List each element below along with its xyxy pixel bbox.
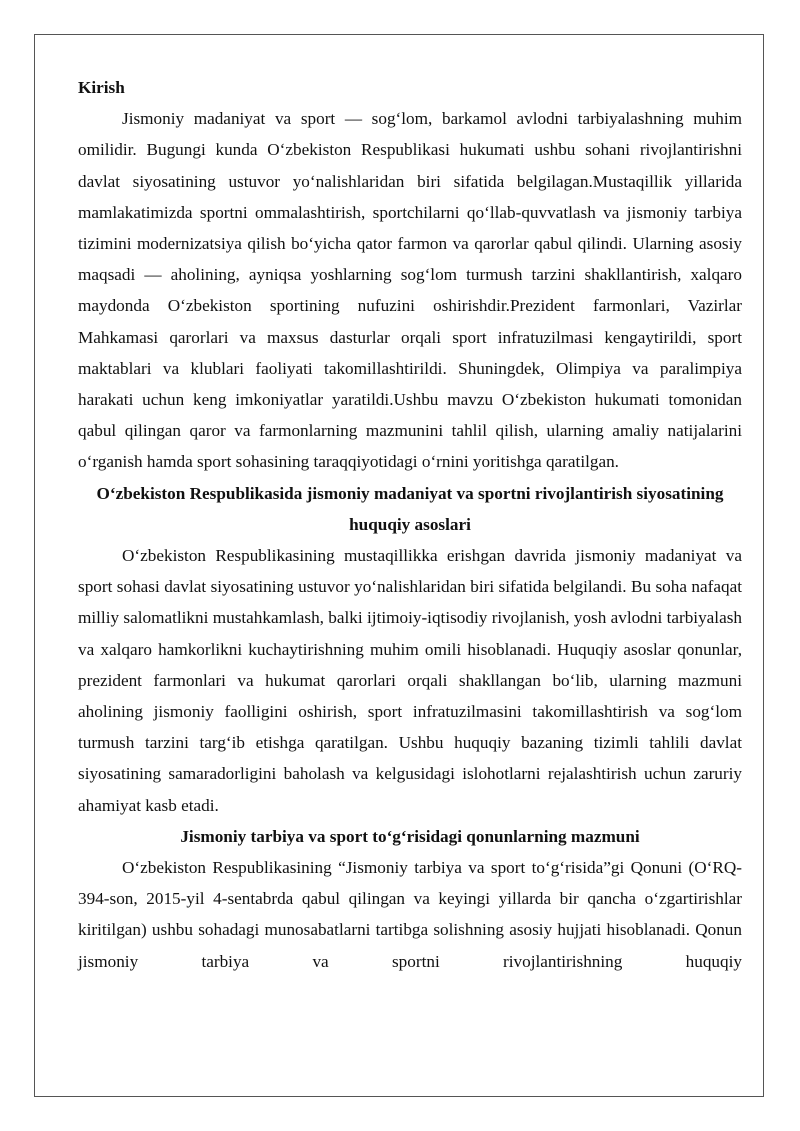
intro-heading: Kirish (78, 78, 125, 97)
intro-paragraph: Jismoniy madaniyat va sport — sog‘lom, barkamol avlodni tarbiyalashning muhim omilidir. Bugungi kunda O‘zbekiston Respublikasi hukumati ushbu sohani rivojlantirishni davlat siyosatining ustuvor yo‘nalishlaridan biri sifatida belgilagan.Mustaqillik yillarida mamlakatimizda sportni ommalashtirish, sportchilarni qo‘llab-quvvatlash va jismoniy tarbiya tizimini modernizatsiya qilish bo‘yicha qator farmon va qarorlar qabul qilindi. Ularning asosiy maqsadi — aholining, ayniqsa yoshlarning sog‘lom turmush tarzini shakllantirish, xalqaro maydonda O‘zbekiston sportining nufuzini oshirishdir.Prezident farmonlari, Vazirlar Mahkamasi qarorlari va maxsus dasturlar orqali sport infratuzilmasi kengaytirildi, sport maktablari va klublari faoliyati takomillashtirildi. Shuningdek, Olimpiya va paralimpiya harakati uchun keng imkoniyatlar yaratildi.Ushbu mavzu O‘zbekiston hukumati tomonidan qabul qilingan qaror va farmonlarning mazmunini tahlil qilish, ularning amaliy natijalarini o‘rganish hamda sport sohasining taraqqiyotidagi o‘rnini yoritishga qaratilgan. (78, 109, 742, 472)
section1-heading: O‘zbekiston Respublikasida jismoniy madaniyat va sportni rivojlantirish siyosatining huquqiy asoslari (96, 483, 724, 534)
document-body (78, 72, 742, 977)
section2-paragraph: O‘zbekiston Respublikasining “Jismoniy tarbiya va sport to‘g‘risida”gi Qonuni (O‘RQ-394-son, 2015-yil 4-sentabrda qabul qilingan va keyingi yillarda bir qancha o‘zgartirishlar kiritilgan) ushbu sohadagi munosabatlarni tartibga solishning asosiy hujjati hisoblanadi. Qonun jismoniy tarbiya va sportni rivojlantirishning huquqiy (78, 858, 742, 971)
section1-paragraph: O‘zbekiston Respublikasining mustaqillikka erishgan davrida jismoniy madaniyat va sport sohasi davlat siyosatining ustuvor yo‘nalishlaridan biri sifatida belgilandi. Bu soha nafaqat milliy salomatlikni mustahkamlash, balki ijtimoiy-iqtisodiy rivojlanish, yosh avlodni tarbiyalash va xalqaro hamkorlikni kuchaytirishning muhim omili hisoblanadi. Huquqiy asoslar qonunlar, prezident farmonlari va hukumat qarorlari orqali shakllangan bo‘lib, ularning mazmuni aholining jismoniy faolligini oshirish, sport infratuzilmasini takomillashtirish va sog‘lom turmush tarzini targ‘ib etishga qaratilgan. Ushbu huquqiy bazaning tizimli tahlili davlat siyosatining samaradorligini baholash va kelgusidagi islohotlarni rejalashtirish uchun zaruriy ahamiyat kasb etadi. (78, 546, 742, 815)
section2-heading: Jismoniy tarbiya va sport to‘g‘risidagi qonunlarning mazmuni (180, 826, 640, 846)
